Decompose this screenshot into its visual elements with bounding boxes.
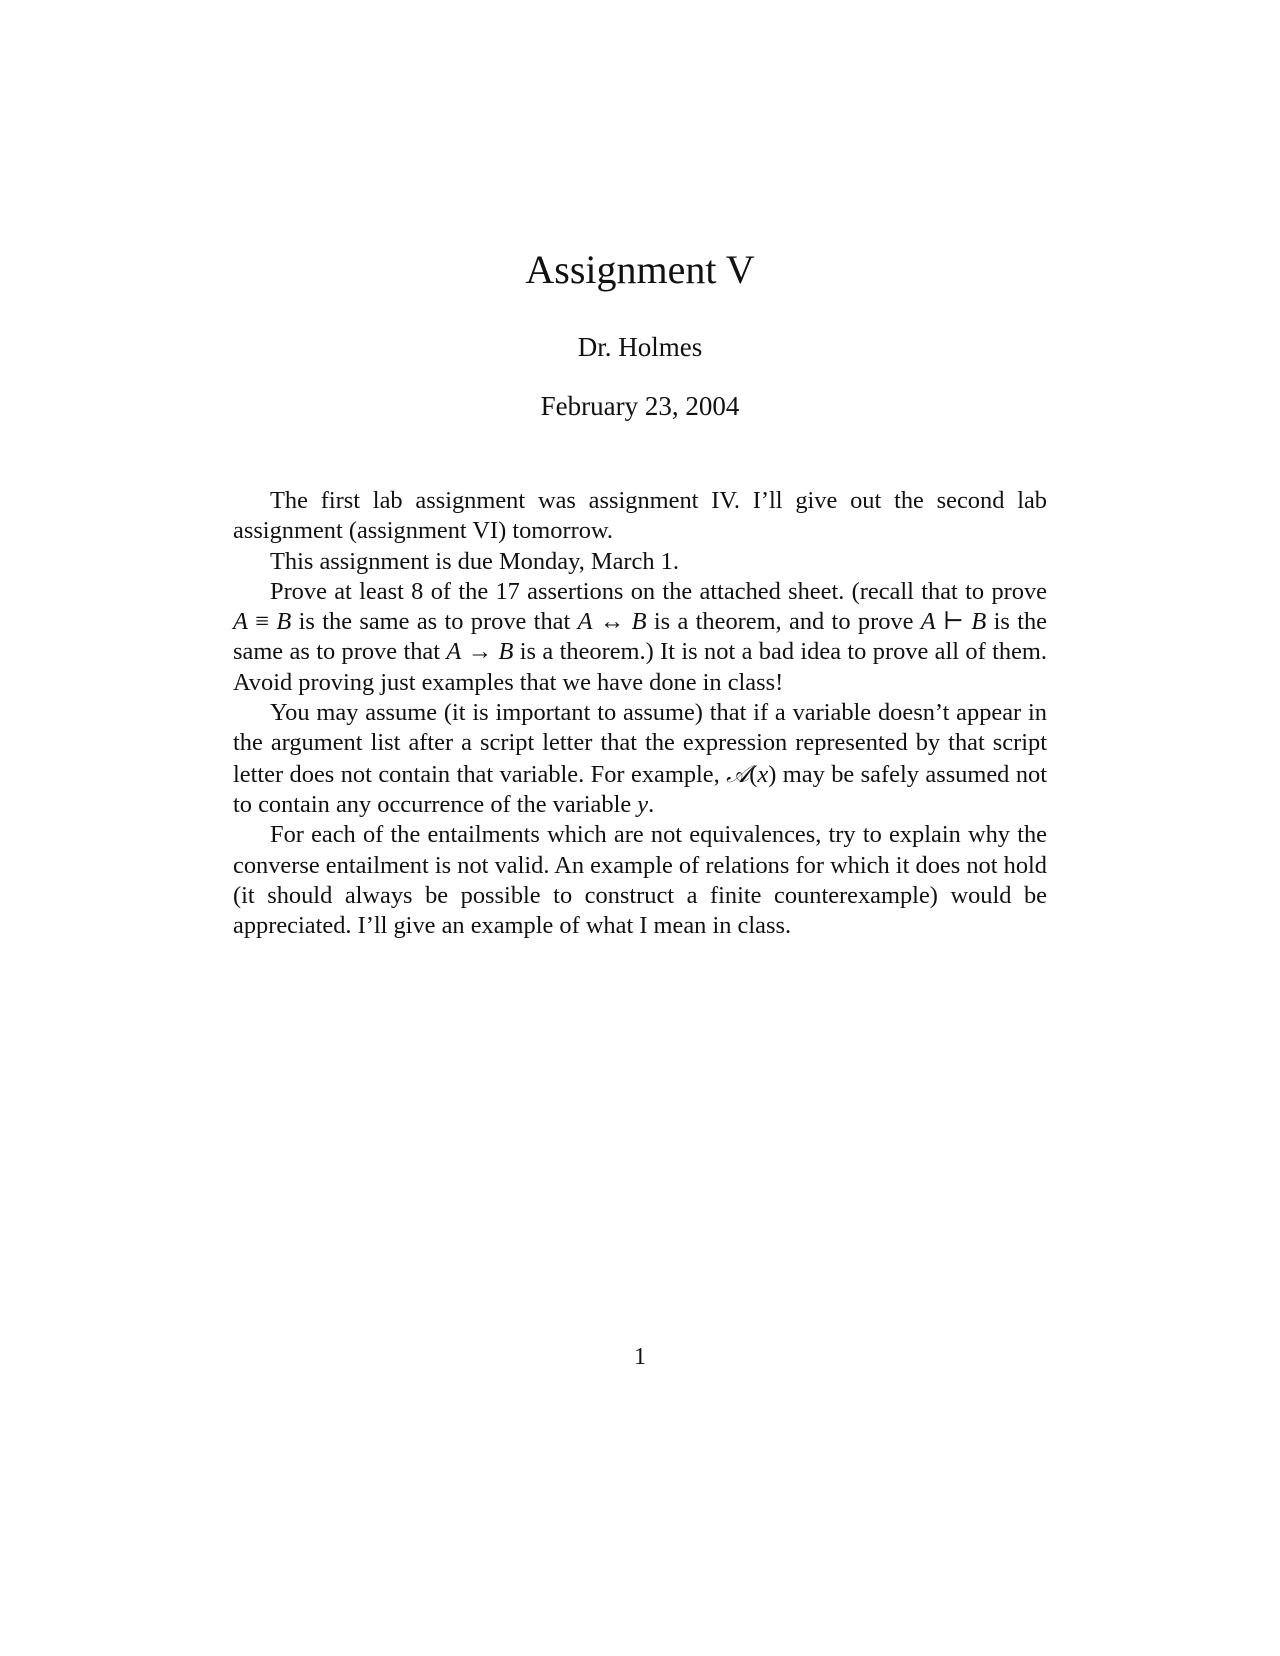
paragraph-due-date: This assignment is due Monday, March 1. xyxy=(270,547,679,575)
math-symbol-equiv: ≡ xyxy=(247,608,277,636)
text-run: You may assume (it is important to assume) that if a variable doesn’t appear in the argument list after a script letter that the expression represented by that script letter does not contain that variable. For example, xyxy=(233,699,1047,788)
text-run: is a theorem.) It is not a bad idea to prove all of them. Avoid proving just examples that we have done in class! xyxy=(233,638,1047,696)
text-run: ( xyxy=(749,760,758,788)
math-variable: B xyxy=(631,608,647,636)
math-symbol-implies: → xyxy=(461,638,499,666)
math-symbol-turnstile: ⊢ xyxy=(935,608,972,636)
document-title: Assignment V xyxy=(525,247,755,292)
math-variable: A xyxy=(233,608,248,636)
text-run: is the same as to prove that xyxy=(233,608,1048,666)
text-run: is the same as to prove that xyxy=(291,608,578,636)
paragraph-script-letter-assumption xyxy=(233,698,1047,820)
math-variable: B xyxy=(276,608,292,636)
math-variable: A xyxy=(446,638,462,666)
math-variable: B xyxy=(498,638,514,666)
text-run: ) may be safely assumed not to contain any occurrence of the variable xyxy=(233,760,1047,818)
text-run: Prove at least 8 of the 17 assertions on the attached sheet. (recall that to prove xyxy=(270,577,1047,605)
paragraph-lab-assignment: The first lab assignment was assignment IV. I’ll give out the second lab assignment (assignment VI) tomorrow. xyxy=(233,487,1047,545)
math-variable: y xyxy=(637,790,649,818)
text-run: is a theorem, and to prove xyxy=(646,608,921,636)
paragraph-prove-assertions xyxy=(233,577,1047,698)
document-date: February 23, 2004 xyxy=(540,391,740,421)
page-number: 1 xyxy=(634,1344,646,1370)
math-variable: B xyxy=(971,608,987,636)
math-variable: A xyxy=(577,608,593,636)
math-symbol-biconditional: ↔ xyxy=(592,608,632,636)
math-variable: x xyxy=(757,760,769,788)
math-variable: A xyxy=(920,608,936,636)
paragraph-entailments: For each of the entailments which are not equivalences, try to explain why the converse entailment is not valid. An example of relations for which it does not hold (it should always be possible to construct a finite counterexample) would be appreciated. I’ll give an example of what I mean in class. xyxy=(233,821,1047,940)
document-body xyxy=(233,486,1047,941)
document-author: Dr. Holmes xyxy=(577,332,703,362)
text-run: . xyxy=(648,790,655,818)
math-script-letter: 𝒜 xyxy=(726,758,750,788)
